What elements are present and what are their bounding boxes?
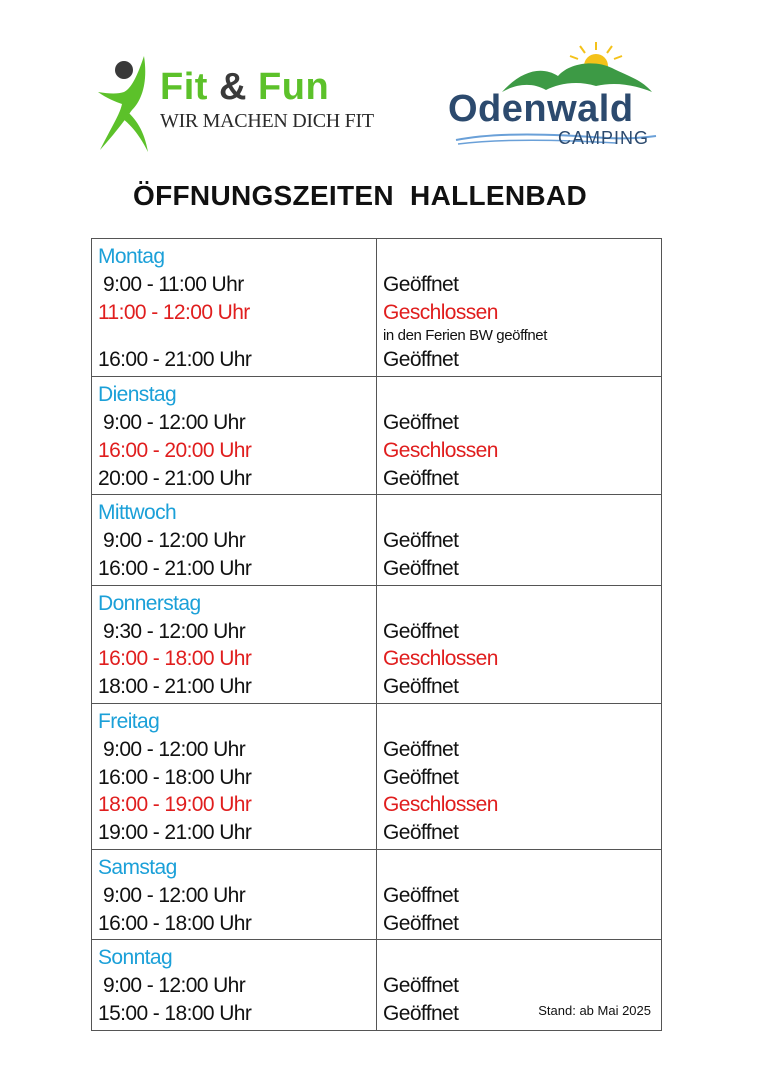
status-open: Geöffnet — [383, 737, 459, 761]
time-range: 11:00 - 12:00 Uhr — [98, 300, 250, 324]
odenwald-camping-logo — [446, 40, 660, 150]
time-range: 16:00 - 18:00 Uhr — [98, 647, 252, 671]
page-title: ÖFFNUNGSZEITEN HALLENBAD — [133, 180, 587, 211]
time-cell — [92, 703, 377, 849]
fitfun-word1: Fit — [160, 66, 208, 108]
day-spacer — [383, 854, 655, 882]
fitfun-wordmark — [160, 66, 329, 109]
day-row-samstag — [92, 849, 662, 939]
time-range: 9:00 - 12:00 Uhr — [103, 410, 246, 434]
fitfun-word2: Fun — [258, 66, 330, 108]
time-cell — [92, 377, 377, 495]
day-label: Freitag — [98, 709, 160, 733]
status-open: Geöffnet — [383, 529, 459, 553]
day-label: Mittwoch — [98, 501, 177, 525]
opening-hours-table — [91, 238, 662, 1031]
day-spacer — [383, 499, 655, 527]
time-cell — [92, 940, 377, 1030]
time-range: 18:00 - 21:00 Uhr — [98, 675, 252, 699]
status-open: Geöffnet — [383, 466, 459, 490]
time-range: 16:00 - 18:00 Uhr — [98, 765, 252, 789]
status-open: Geöffnet — [383, 556, 459, 580]
status-open: Geöffnet — [383, 272, 459, 296]
status-cell — [377, 585, 662, 703]
time-range: 9:00 - 12:00 Uhr — [103, 737, 246, 761]
status-cell — [377, 703, 662, 849]
running-figure-icon — [92, 52, 162, 156]
day-spacer — [383, 243, 655, 271]
time-range: 18:00 - 19:00 Uhr — [98, 793, 252, 817]
day-row-freitag — [92, 703, 662, 849]
status-open: Geöffnet — [383, 410, 459, 434]
status-closed: Geschlossen — [383, 300, 498, 324]
stand-date-note: Stand: ab Mai 2025 — [538, 1003, 651, 1018]
day-spacer — [383, 381, 655, 409]
day-label: Sonntag — [98, 946, 173, 970]
status-cell — [377, 377, 662, 495]
odenwald-subtitle: CAMPING — [558, 128, 650, 148]
time-cell — [92, 495, 377, 585]
status-open: Geöffnet — [383, 348, 459, 372]
time-range: 9:00 - 11:00 Uhr — [103, 272, 244, 296]
status-open: Geöffnet — [383, 619, 459, 643]
status-cell — [377, 495, 662, 585]
fitfun-ampersand: & — [219, 66, 247, 108]
day-row-montag — [92, 239, 662, 377]
status-open: Geöffnet — [383, 883, 459, 907]
day-label: Dienstag — [98, 383, 177, 407]
odenwald-wordmark: Odenwald — [448, 88, 634, 130]
status-cell — [377, 239, 662, 377]
time-range: 16:00 - 21:00 Uhr — [98, 348, 252, 372]
time-range: 9:00 - 12:00 Uhr — [103, 529, 246, 553]
status-closed: Geschlossen — [383, 438, 498, 462]
status-open: Geöffnet — [383, 675, 459, 699]
status-closed: Geschlossen — [383, 647, 498, 671]
status-open: Geöffnet — [383, 765, 459, 789]
status-open: Geöffnet — [383, 821, 459, 845]
time-range: 16:00 - 20:00 Uhr — [98, 438, 252, 462]
time-range: 9:30 - 12:00 Uhr — [103, 619, 246, 643]
day-row-donnerstag — [92, 585, 662, 703]
time-range: 9:00 - 12:00 Uhr — [103, 883, 246, 907]
time-range: 19:00 - 21:00 Uhr — [98, 821, 252, 845]
status-open: Geöffnet — [383, 1001, 459, 1025]
note-spacer — [98, 326, 370, 346]
day-label: Montag — [98, 245, 165, 268]
day-row-dienstag — [92, 377, 662, 495]
time-range: 15:00 - 18:00 Uhr — [98, 1001, 252, 1025]
time-cell — [92, 849, 377, 939]
time-cell — [92, 239, 377, 377]
time-range: 16:00 - 21:00 Uhr — [98, 556, 252, 580]
status-note: in den Ferien BW geöffnet — [383, 327, 547, 345]
day-spacer — [383, 708, 655, 736]
day-row-mittwoch — [92, 495, 662, 585]
day-spacer — [383, 590, 655, 618]
day-label: Donnerstag — [98, 591, 201, 615]
status-open: Geöffnet — [383, 974, 459, 998]
time-cell — [92, 585, 377, 703]
day-spacer — [383, 944, 655, 972]
fit-and-fun-logo — [92, 52, 372, 156]
status-cell — [377, 849, 662, 939]
time-range: 9:00 - 12:00 Uhr — [103, 974, 246, 998]
fitfun-tagline: WIR MACHEN DICH FIT — [160, 110, 374, 132]
time-range: 20:00 - 21:00 Uhr — [98, 466, 252, 490]
day-label: Samstag — [98, 855, 177, 879]
time-range: 16:00 - 18:00 Uhr — [98, 911, 252, 935]
status-open: Geöffnet — [383, 911, 459, 935]
status-closed: Geschlossen — [383, 793, 498, 817]
